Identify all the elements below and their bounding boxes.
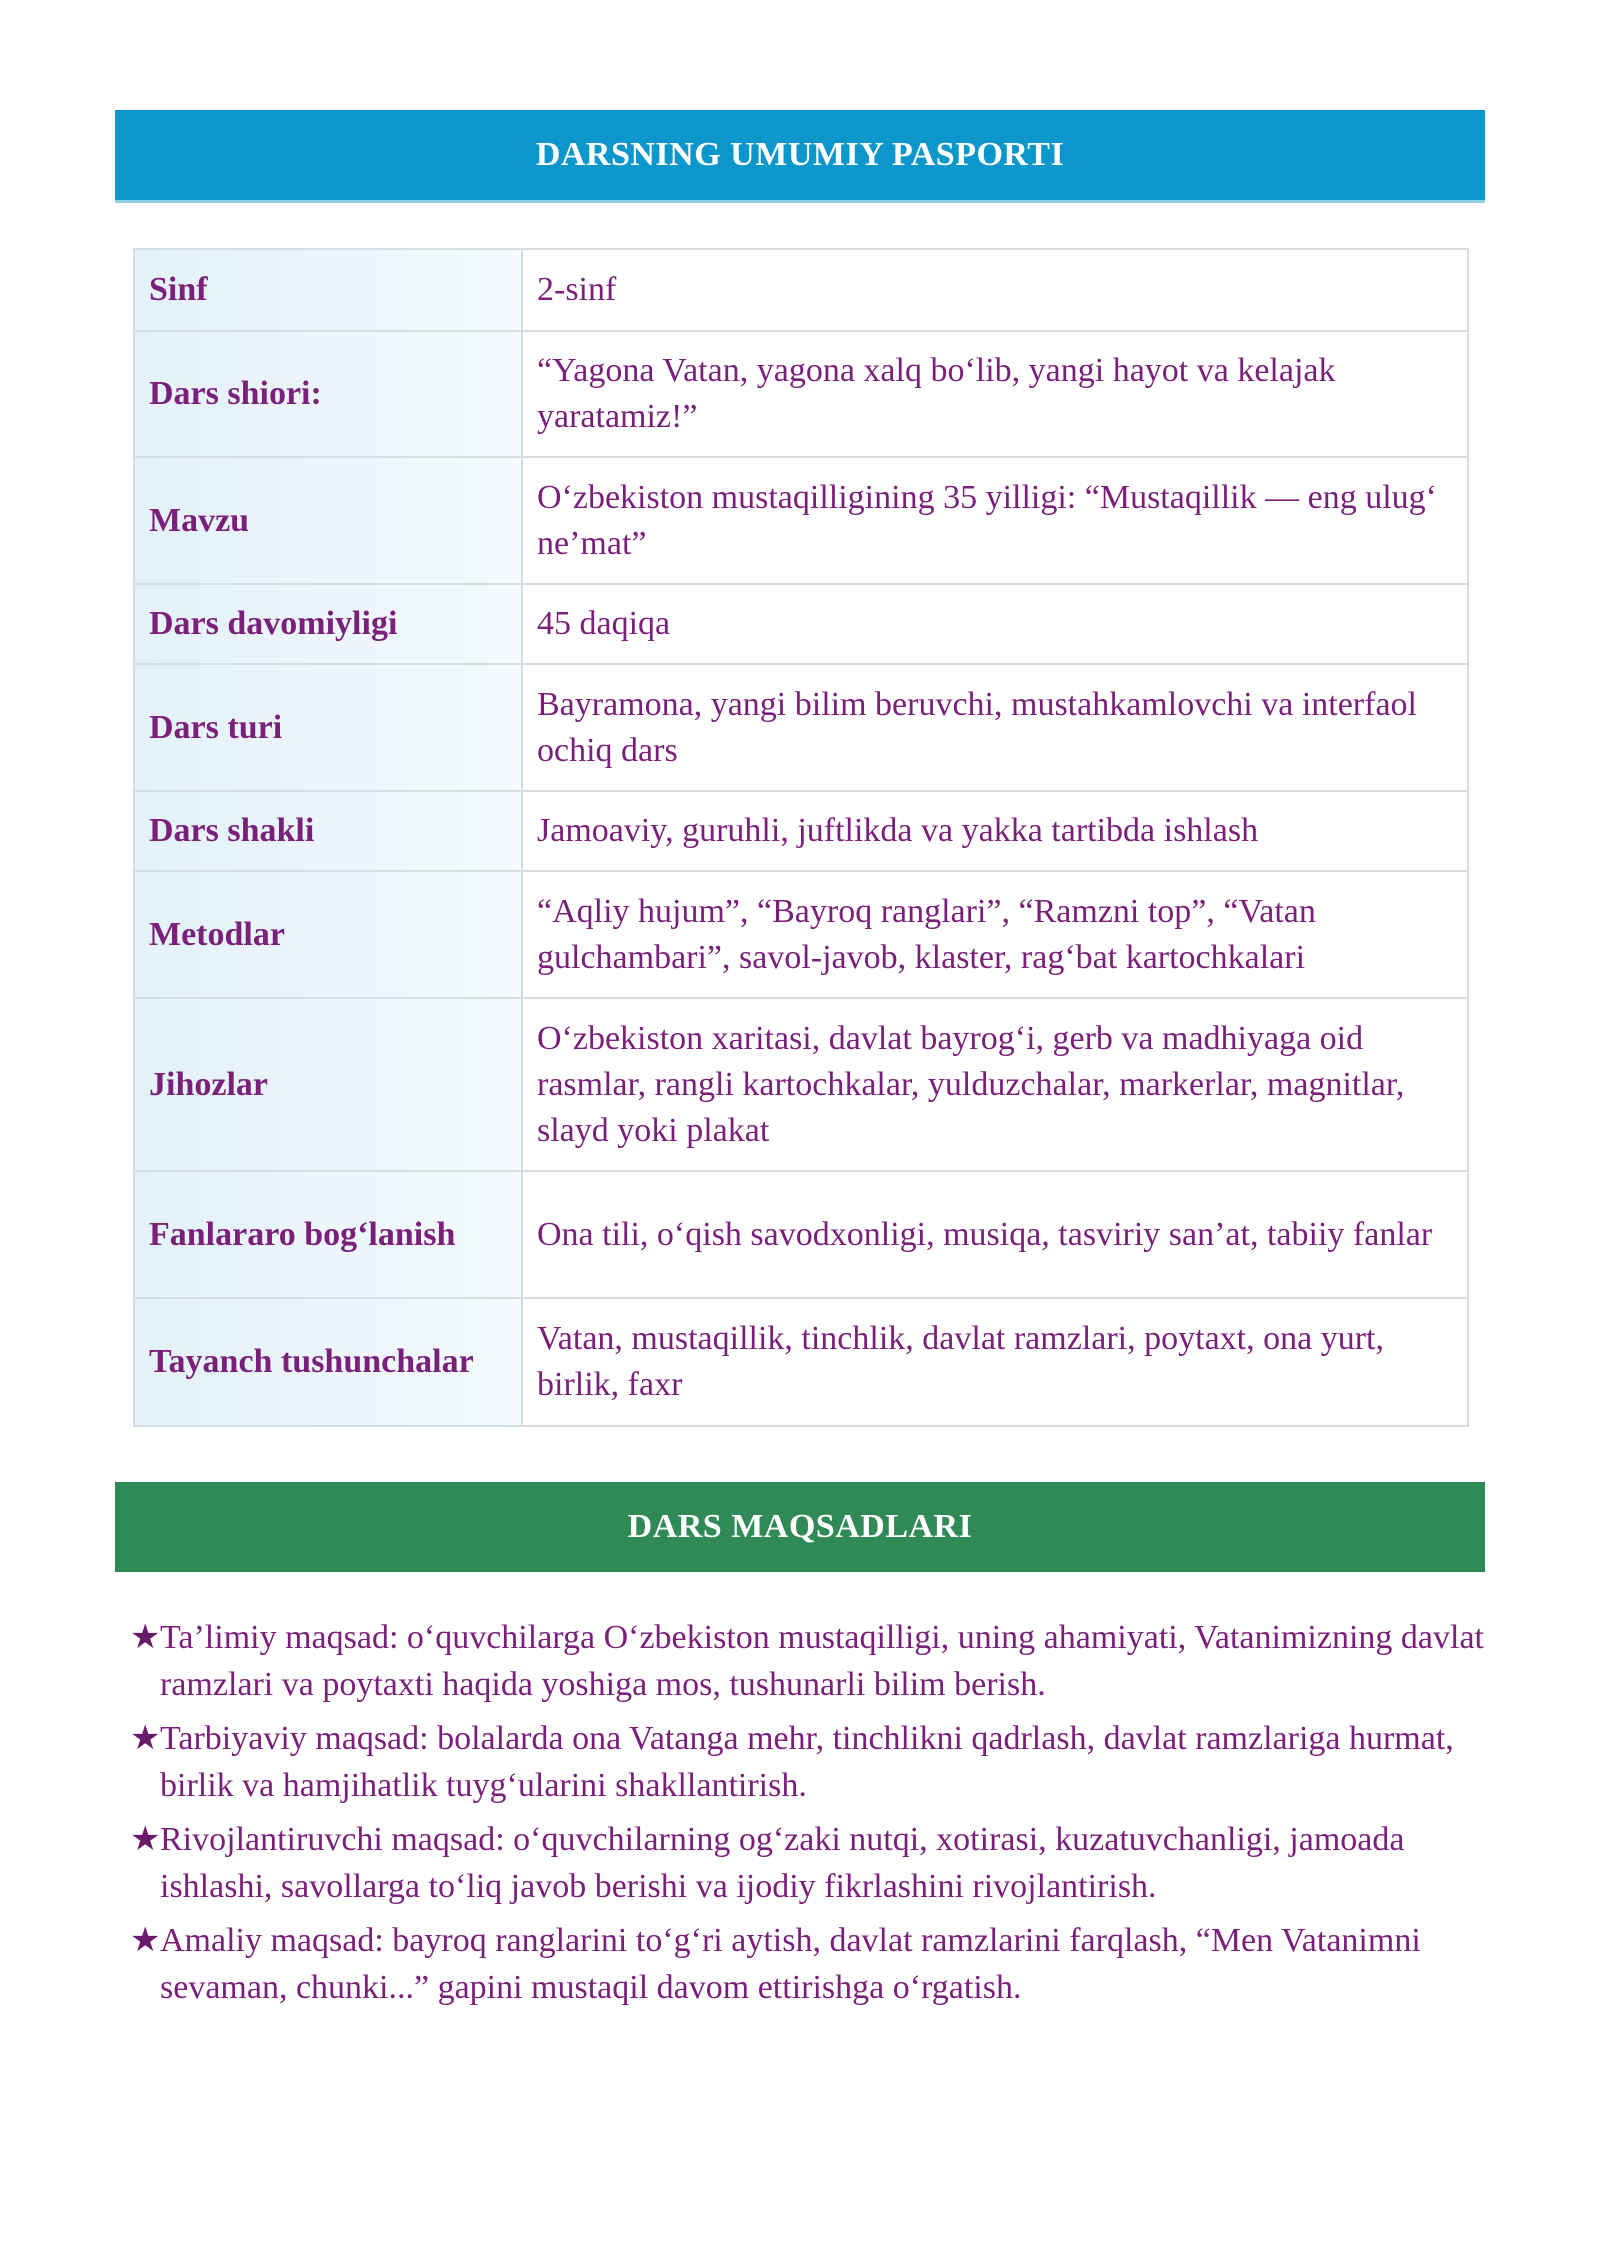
table-row [134, 457, 1468, 584]
row-label-dars-shiori: Dars shiori: [134, 331, 522, 457]
row-value-dars-shiori: “Yagona Vatan, yagona xalq bo‘lib, yangi hayot va kelajak yaratamiz!” [522, 331, 1468, 457]
row-value-jihozlar: O‘zbekiston xaritasi, davlat bayrog‘i, gerb va madhiyaga oid rasmlar, rangli kartochkalar, yulduzchalar, markerlar, magnitlar, slayd yoki plakat [522, 998, 1468, 1171]
row-label-dars-turi: Dars turi [134, 664, 522, 791]
passport-title: DARSNING UMUMIY PASPORTI [535, 136, 1065, 173]
row-label-sinf: Sinf [134, 249, 522, 331]
row-label-dars-shakli: Dars shakli [134, 791, 522, 871]
passport-title-banner [115, 110, 1485, 203]
row-value-dars-shakli: Jamoaviy, guruhli, juftlikda va yakka tartibda ishlash [522, 791, 1468, 871]
row-value-tayanch: Vatan, mustaqillik, tinchlik, davlat ramzlari, poytaxt, ona yurt, birlik, faxr [522, 1298, 1468, 1426]
table-row [134, 584, 1468, 664]
goal-text: Ta’limiy maqsad: o‘quvchilarga O‘zbekiston mustaqilligi, uning ahamiyati, Vatanimizning davlat ramzlari va poytaxti haqida yoshiga mos, tushunarli bilim berish. [160, 1619, 1484, 1703]
list-item [130, 1715, 1490, 1809]
table-row [134, 331, 1468, 457]
row-value-metodlar: “Aqliy hujum”, “Bayroq ranglari”, “Ramzni top”, “Vatan gulchambari”, savol-javob, klaster, rag‘bat kartochkalari [522, 871, 1468, 998]
star-icon: ★ [130, 1821, 161, 1858]
list-item [130, 1614, 1490, 1708]
row-value-dars-davomiyligi: 45 daqiqa [522, 584, 1468, 664]
goals-title-banner [115, 1482, 1485, 1572]
star-icon: ★ [130, 1922, 161, 1959]
list-item [130, 1917, 1490, 2011]
passport-table [133, 248, 1469, 1427]
row-label-tayanch: Tayanch tushunchalar [134, 1298, 522, 1426]
row-label-dars-davomiyligi: Dars davomiyligi [134, 584, 522, 664]
row-value-fanlararo: Ona tili, o‘qish savodxonligi, musiqa, tasviriy san’at, tabiiy fanlar [522, 1171, 1468, 1298]
star-icon: ★ [130, 1619, 161, 1656]
row-value-dars-turi: Bayramona, yangi bilim beruvchi, mustahkamlovchi va interfaol ochiq dars [522, 664, 1468, 791]
goal-text: Amaliy maqsad: bayroq ranglarini to‘g‘ri aytish, davlat ramzlarini farqlash, “Men Vatanimni sevaman, chunki...” gapini mustaqil davom ettirishga o‘rgatish. [160, 1922, 1421, 2006]
goals-list [130, 1614, 1490, 2018]
list-item [130, 1816, 1490, 1910]
row-value-sinf: 2-sinf [522, 249, 1468, 331]
table-row [134, 249, 1468, 331]
row-label-fanlararo: Fanlararo bog‘lanish [134, 1171, 522, 1298]
table-row [134, 664, 1468, 791]
goals-title: DARS MAQSADLARI [627, 1508, 973, 1545]
row-label-metodlar: Metodlar [134, 871, 522, 998]
row-label-mavzu: Mavzu [134, 457, 522, 584]
table-row [134, 791, 1468, 871]
star-icon: ★ [130, 1720, 161, 1757]
row-value-mavzu: O‘zbekiston mustaqilligining 35 yilligi: “Mustaqillik — eng ulug‘ ne’mat” [522, 457, 1468, 584]
table-row [134, 1298, 1468, 1426]
table-row [134, 1171, 1468, 1298]
goal-text: Tarbiyaviy maqsad: bolalarda ona Vatanga mehr, tinchlikni qadrlash, davlat ramzlariga hurmat, birlik va hamjihatlik tuyg‘ularini shakllantirish. [160, 1720, 1454, 1804]
table-row [134, 998, 1468, 1171]
table-row [134, 871, 1468, 998]
row-label-jihozlar: Jihozlar [134, 998, 522, 1171]
goal-text: Rivojlantiruvchi maqsad: o‘quvchilarning og‘zaki nutqi, xotirasi, kuzatuvchanligi, jamoada ishlashi, savollarga to‘liq javob berishi va ijodiy fikrlashini rivojlantirish. [160, 1821, 1405, 1905]
